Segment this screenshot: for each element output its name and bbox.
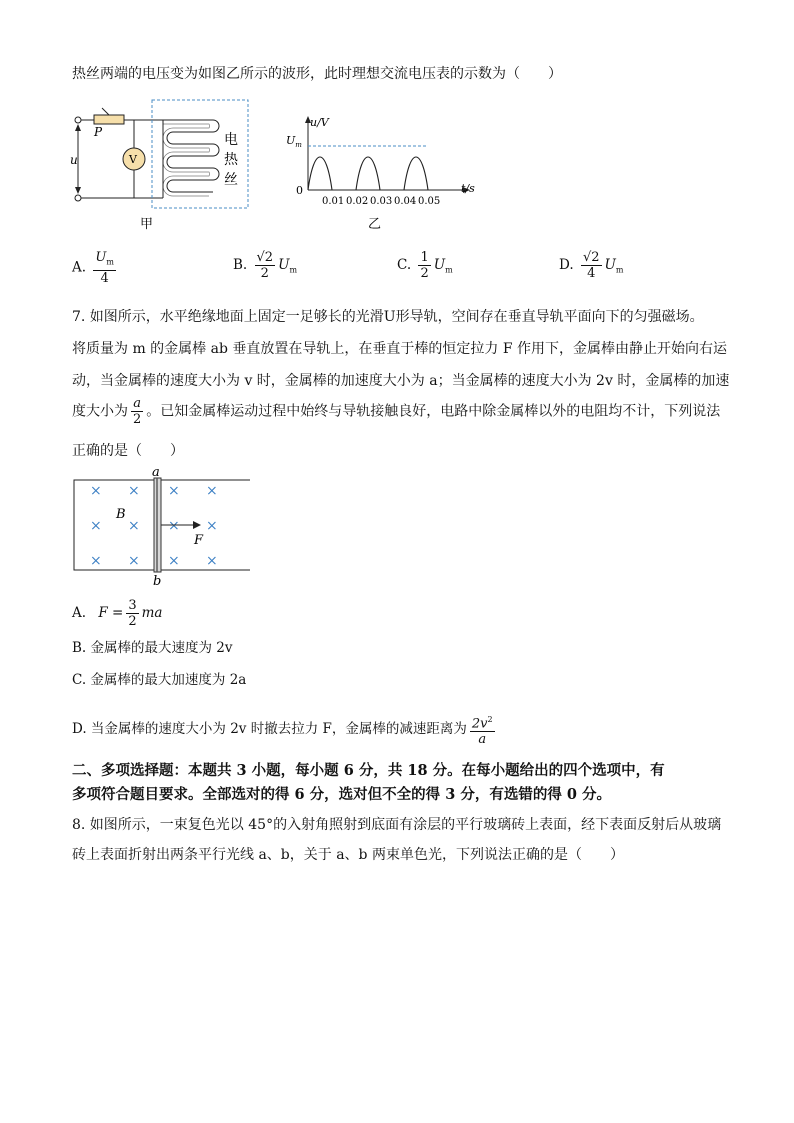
rod-end-b: b (153, 574, 162, 589)
section2-heading-line-1: 二、多项选择题：本题共 3 小题，每小题 6 分，共 18 分。在每小题给出的四个选项中，有 (72, 762, 665, 779)
field-cross: × (168, 483, 180, 499)
rod-end-a: a (152, 465, 160, 480)
heater-char-3: 丝 (224, 172, 238, 188)
fig-jia-label: 甲 (140, 217, 154, 232)
heater-coil (163, 120, 219, 192)
field-label-b: B (116, 507, 126, 522)
waveform-pulse-1 (308, 157, 332, 190)
field-cross: × (168, 518, 180, 534)
u-label: u (70, 153, 78, 167)
q6-circuit-figure (68, 96, 258, 236)
resistor-p (94, 115, 124, 124)
q6-option-d[interactable]: D. $\frac{√2}{4}$ $U_m$ (559, 250, 624, 281)
q8-stem-line-1: 8. 如图所示，一束复色光以 45°的入射角照射到底面有涂层的平行玻璃砖上表面，经下表面反射后从玻璃 (72, 817, 722, 833)
q6-option-a[interactable]: A. $\frac{U_m}{4}$ (72, 250, 114, 286)
field-cross: × (128, 483, 140, 499)
tick-2: 0.02 (346, 196, 369, 207)
q6-stem-text: 热丝两端的电压变为如图乙所示的波形，此时理想交流电压表的示数为（ ） (72, 66, 562, 82)
field-cross: × (90, 483, 102, 499)
tick-3: 0.03 (370, 196, 393, 207)
q6-option-c[interactable]: C. $\frac{1}{2}$ $U_m$ (397, 250, 453, 281)
waveform-pulse-3 (404, 157, 428, 190)
q7-option-b[interactable]: B. 金属棒的最大速度为 2v (72, 640, 233, 656)
q7-option-c[interactable]: C. 金属棒的最大加速度为 2a (72, 672, 247, 688)
q7-option-d[interactable]: D. 当金属棒的速度大小为 2v 时撤去拉力 F，金属棒的减速距离为 $\frac{2v^2}{a}$ (72, 712, 498, 747)
field-cross: × (168, 553, 180, 569)
field-cross: × (206, 553, 218, 569)
field-cross: × (206, 518, 218, 534)
waveform-pulse-2 (356, 157, 380, 190)
tick-4: 0.04 (394, 196, 417, 207)
heater-char-2: 热 (224, 152, 238, 168)
q8-stem-line-2: 砖上表面折射出两条平行光线 a、b，关于 a、b 两束单色光，下列说法正确的是（ ） (72, 847, 624, 863)
p-label: P (94, 125, 103, 139)
q7-option-a[interactable]: A. F = $\frac{3}{2}$ ma (72, 598, 163, 629)
y-axis-label: u/V (310, 116, 329, 129)
field-cross: × (90, 553, 102, 569)
q7-rail-figure (68, 464, 254, 590)
q7-stem-line-4: 度大小为 $\frac{a}{2}$ 。已知金属棒运动过程中始终与导轨接触良好，电路中除金属棒以外的电阻均不计，下列说法 (72, 396, 721, 427)
force-label-f: F (194, 533, 204, 548)
q7-stem-line-3: 动，当金属棒的速度大小为 v 时，金属棒的加速度大小为 a；当金属棒的速度大小为 2v 时，金属棒的加速 (72, 373, 730, 389)
heater-char-1: 电 (224, 132, 238, 148)
q7-stem-line-1: 7. 如图所示，水平绝缘地面上固定一足够长的光滑U形导轨，空间存在垂直导轨平面向下的匀强磁场。 (72, 309, 704, 325)
fig-yi-label: 乙 (368, 217, 382, 232)
voltmeter-label: V (129, 153, 137, 166)
q6-option-b[interactable]: B. $\frac{√2}{2}$ $U_m$ (233, 250, 298, 281)
origin-label: 0 (296, 184, 303, 197)
x-axis-label: t/s (461, 182, 475, 195)
field-cross: × (206, 483, 218, 499)
um-label: $U_m$ (286, 134, 302, 149)
field-cross: × (128, 518, 140, 534)
section2-heading-line-2: 多项符合题目要求。全部选对的得 6 分，选对但不全的得 3 分，有选错的得 0 分。 (72, 786, 612, 803)
field-cross: × (90, 518, 102, 534)
q6-waveform-figure (280, 112, 480, 236)
field-cross: × (128, 553, 140, 569)
tick-5: 0.05 (418, 196, 441, 207)
q7-stem-line-5: 正确的是（ ） (72, 443, 184, 459)
tick-1: 0.01 (322, 196, 345, 207)
q7-stem-line-2: 将质量为 m 的金属棒 ab 垂直放置在导轨上，在垂直于棒的恒定拉力 F 作用下，金属棒由静止开始向右运 (72, 341, 727, 357)
